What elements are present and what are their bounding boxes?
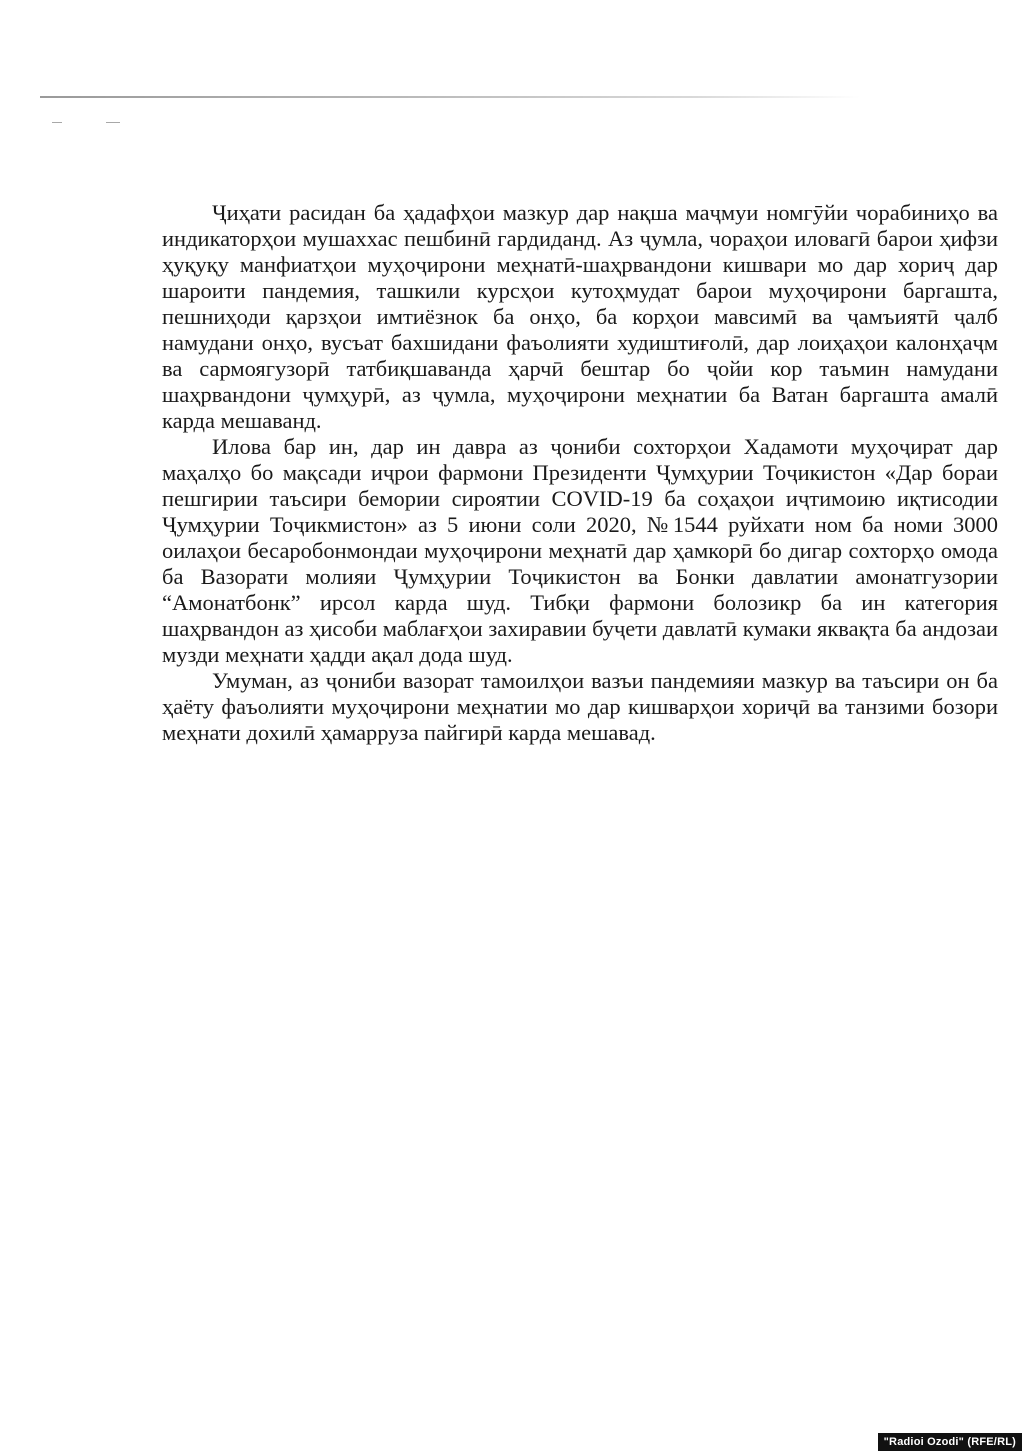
scan-artifact-line (40, 96, 860, 98)
paragraph-3: Умуман, аз ҷониби вазорат тамоилҳои вазъи пандемияи мазкур ва таъсири он ба ҳаёту фаъолияти муҳоҷирони меҳнатии мо дар кишварҳои хориҷӣ ва танзими бозори меҳнати дохилӣ ҳамарруза пайгирӣ карда мешавад. (162, 668, 998, 745)
document-body (162, 200, 998, 746)
paragraph-2: Илова бар ин, дар ин давра аз ҷониби сохторҳои Хадамоти муҳоҷират дар маҳалҳо бо мақсади иҷрои фармони Президенти Ҷумҳурии Тоҷикистон «Дар бораи пешгирии таъсири бемории сироятии COVID-19 ба соҳаҳои иҷтимоию иқтисодии Ҷумҳурии Тоҷикмистон» аз 5 июни соли 2020, №1544 руйхати ном ба номи 3000 оилаҳои бесаробонмондаи муҳоҷирони меҳнатӣ дар ҳамкорӣ бо дигар сохторҳо омода ба Вазорати молияи Ҷумҳурии Тоҷикистон ва Бонки давлатии амонатгузории “Амонатбонк” ирсол карда шуд. Тибқи фармони болозикр ба ин категория шаҳрвандон аз ҳисоби маблағҳои захиравии буҷети давлатӣ кумаки яквақта ба андозаи музди меҳнати ҳадди ақал дода шуд. (162, 434, 998, 667)
scan-artifact-mark (52, 122, 62, 123)
source-watermark: "Radioi Ozodi" (RFE/RL) (878, 1433, 1022, 1451)
scan-artifact-mark (106, 122, 120, 123)
paragraph-1: Ҷиҳати расидан ба ҳадафҳои мазкур дар нақша маҷмуи номгӯйи чорабиниҳо ва индикаторҳои мушаххас пешбинӣ гардиданд. Аз ҷумла, чораҳои иловагӣ барои ҳифзи ҳуқуқу манфиатҳои муҳоҷирони меҳнатӣ-шаҳрвандони кишвари мо дар хориҷ дар шароити пандемия, ташкили курсҳои кутоҳмудат барои муҳоҷирони баргашта, пешниҳоди қарзҳои имтиёзнок ба онҳо, ба корҳои мавсимӣ ва ҷамъиятӣ ҷалб намудани онҳо, вусъат бахшидани фаъолияти худиштиғолӣ, дар лоиҳаҳои калонҳаҷм ва сармоягузорӣ татбиқшаванда ҳарчӣ бештар бо ҷойи кор таъмин намудани шаҳрвандони ҷумҳурӣ, аз ҷумла, муҳоҷирони меҳнатии ба Ватан баргашта амалӣ карда мешаванд. (162, 200, 998, 433)
